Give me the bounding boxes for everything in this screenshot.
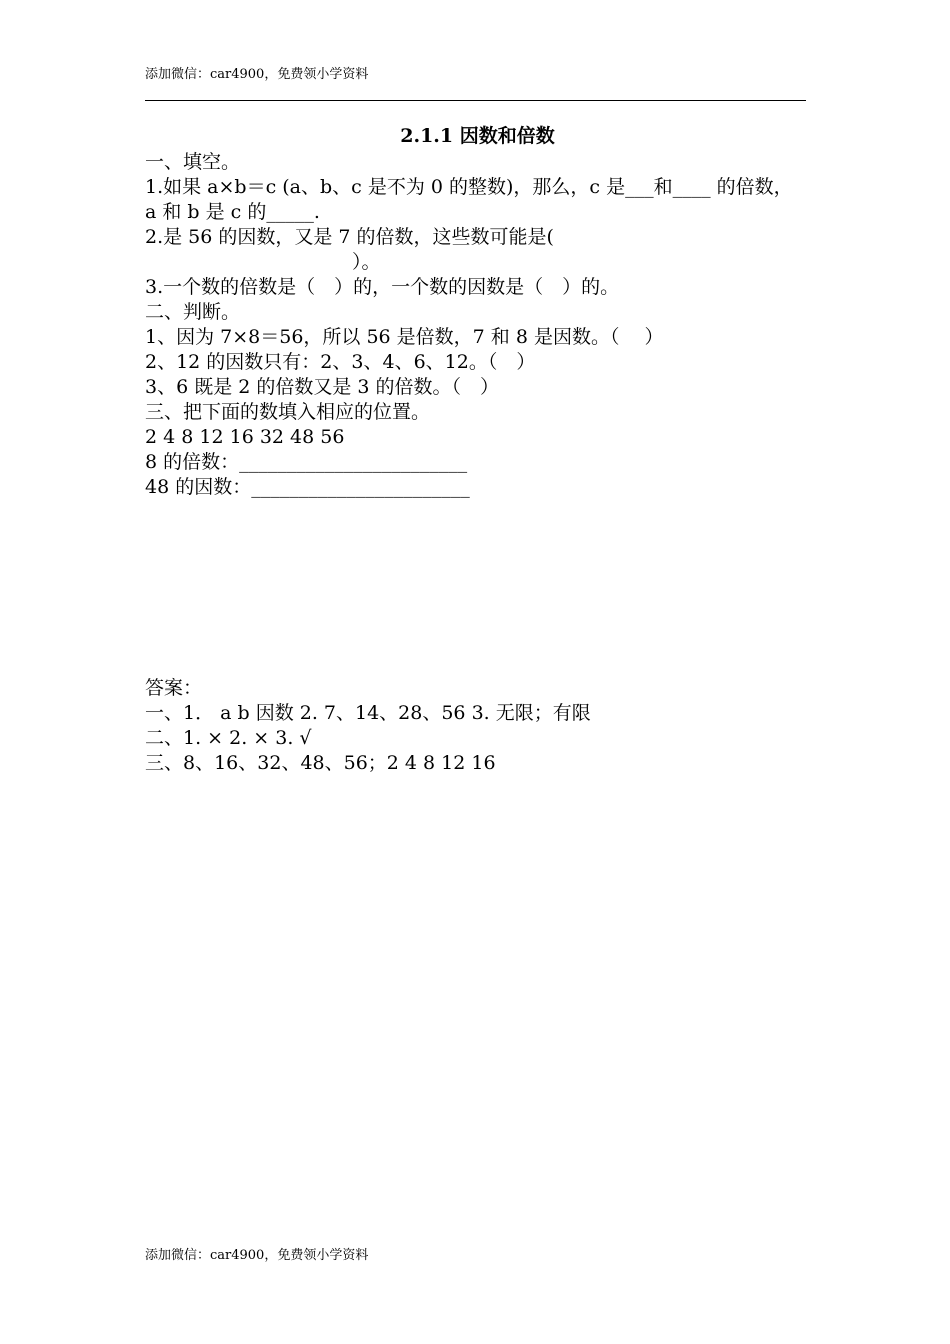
section2-heading: 二、判断。 [145, 301, 241, 323]
fill-question-3: 3.一个数的倍数是（ ）的，一个数的因数是（ ）的。 [145, 276, 620, 298]
blank-space [145, 500, 810, 676]
footer-note: 添加微信：car4900，免费领小学资料 [145, 1248, 369, 1263]
section3-heading: 三、把下面的数填入相应的位置。 [145, 401, 431, 423]
answers-heading: 答案： [145, 677, 203, 699]
factors-of-48-line: 48 的因数：_______________________ [145, 476, 470, 498]
answer-line-2: 二、1. × 2. × 3. √ [145, 727, 312, 749]
header-divider [145, 100, 806, 101]
fill-question-1-line-1: 1.如果 a×b＝c (a、b、c 是不为 0 的整数)，那么，c 是___和____ 的倍数， [145, 176, 793, 198]
answer-line-1: 一、1． a b 因数 2. 7、14、28、56 3. 无限；有限 [145, 702, 591, 724]
section1-heading: 一、填空。 [145, 151, 241, 173]
fill-question-2-line-1: 2.是 56 的因数，又是 7 的倍数，这些数可能是( [145, 226, 554, 248]
number-list: 2 4 8 12 16 32 48 56 [145, 426, 345, 448]
answer-line-3: 三、8、16、32、48、56；2 4 8 12 16 [145, 752, 496, 774]
judge-question-1: 1、因为 7×8＝56，所以 56 是倍数，7 和 8 是因数。（ ） [145, 326, 664, 348]
judge-question-3: 3、6 既是 2 的倍数又是 3 的倍数。（ ） [145, 376, 500, 398]
page-title: 2.1.1 因数和倍数 [400, 125, 555, 147]
header-note: 添加微信：car4900，免费领小学资料 [145, 67, 369, 82]
multiples-of-8-line: 8 的倍数：________________________ [145, 451, 468, 473]
judge-question-2: 2、12 的因数只有：2、3、4、6、12。（ ） [145, 351, 536, 373]
document-body [145, 122, 810, 776]
fill-question-1-line-2: a 和 b 是 c 的_____. [145, 201, 320, 223]
fill-question-2-line-2: ）。 [352, 251, 381, 273]
